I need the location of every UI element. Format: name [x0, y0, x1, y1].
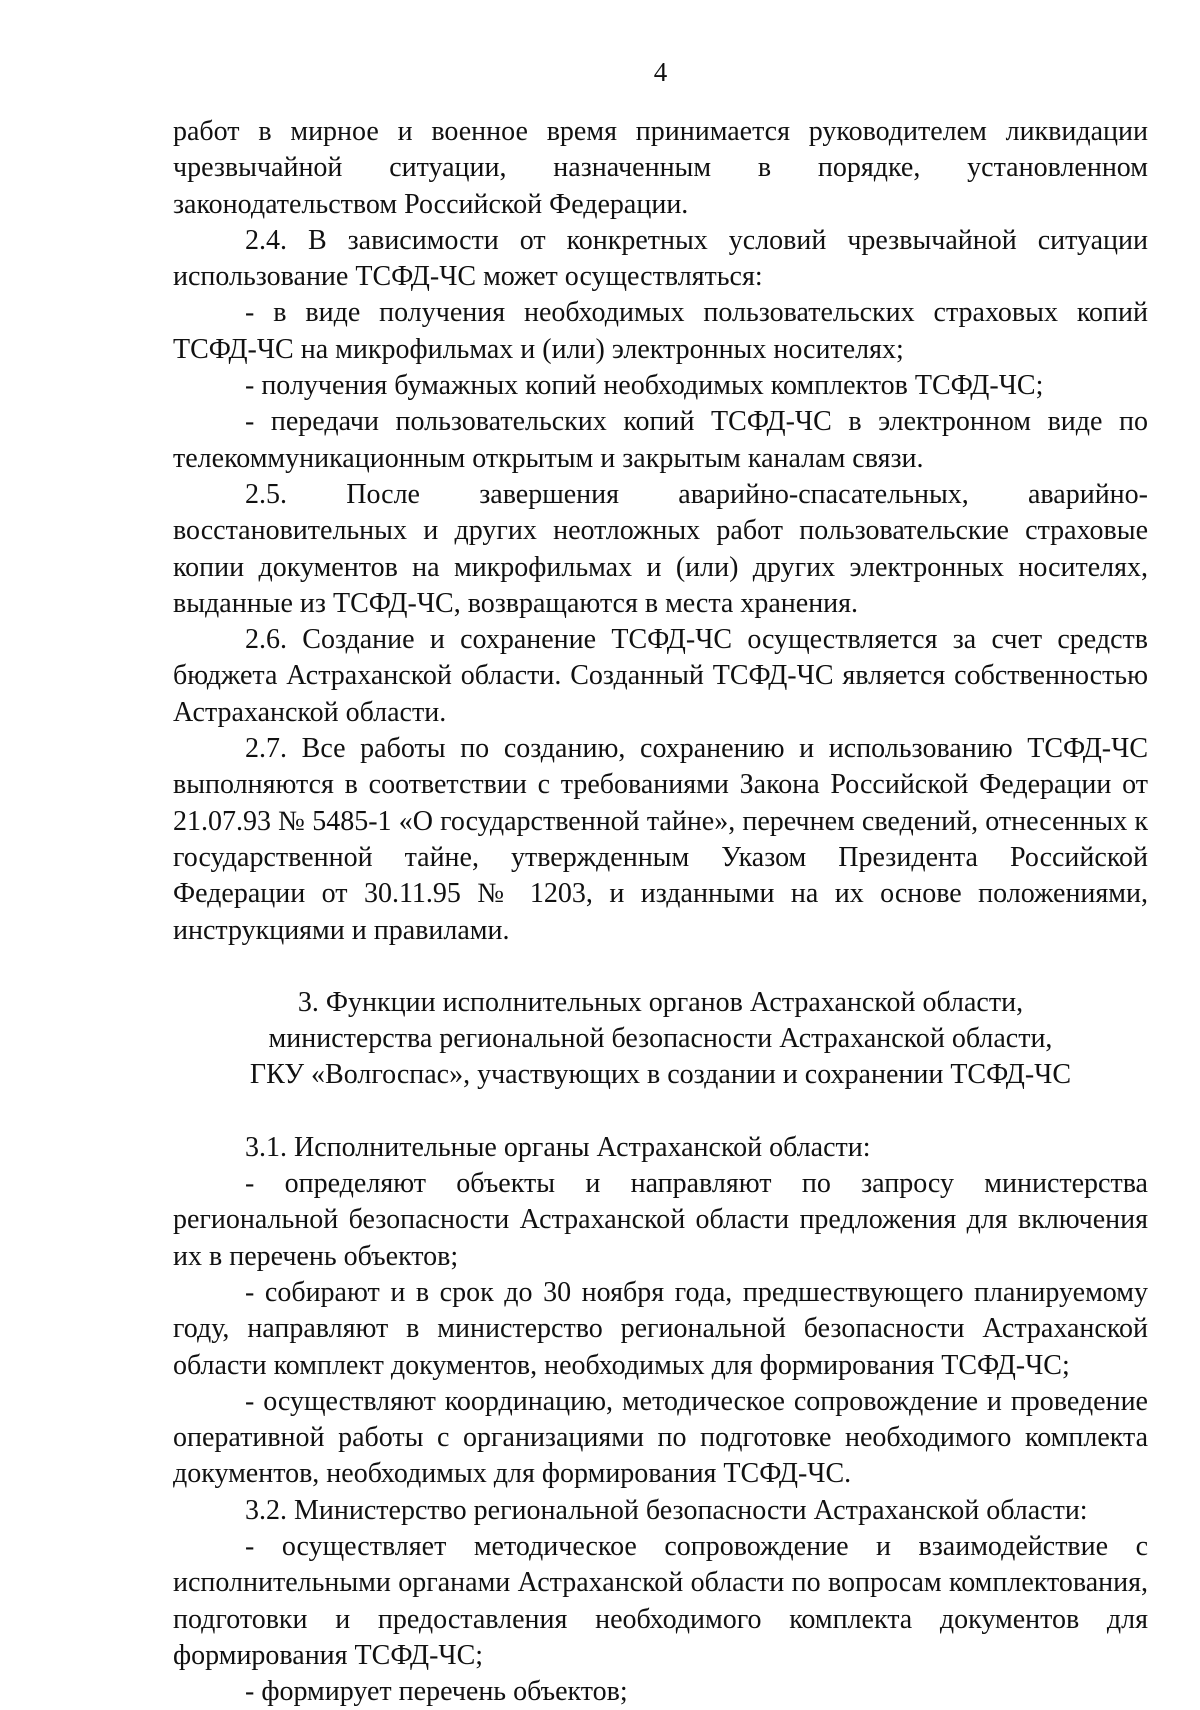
paragraph-2-7: 2.7. Все работы по созданию, сохранению и использованию ТСФД-ЧС выполняются в соответствии с требованиями Закона Российской Федерации от 21.07.93 № 5485-1 «О государственной тайне», перечнем сведений, отнесенных к государственной тайне, утвержденным Указом Президента Российской Федерации от 30.11.95 № 1203, и изданными на их основе положениями, инструкциями и правилами. — [173, 733, 1148, 946]
list-item-methodical-support: - осуществляет методическое сопровождение и взаимодействие с исполнительными органами Астраханской области по вопросам комплектования, подготовки и предоставления необходимого комплекта документов для формирования ТСФД-ЧС; — [173, 1530, 1148, 1671]
section-heading-line: министерства региональной безопасности Астраханской области, — [268, 1023, 1053, 1055]
list-item-coordination: - осуществляют координацию, методическое сопровождение и проведение оперативной работы с организациями по подготовке необходимого комплекта документов, необходимых для формирования ТСФД-ЧС. — [173, 1385, 1148, 1490]
paragraph-2-5: 2.5. После завершения аварийно-спасательных, аварийно-восстановительных и других неотложных работ пользовательские страховые копии документов на микрофильмах и (или) других электронных носителях, выданные из ТСФД-ЧС, возвращаются в места хранения. — [173, 478, 1148, 619]
paragraph-2-6: 2.6. Создание и сохранение ТСФД-ЧС осуществляется за счет средств бюджета Астраханской области. Созданный ТСФД-ЧС является собственностью Астраханской области. — [173, 624, 1148, 728]
list-item-microfilm-copies: - в виде получения необходимых пользовательских страховых копий ТСФД-ЧС на микрофильмах и (или) электронных носителях; — [173, 297, 1148, 365]
list-item-form-object-list: - формирует перечень объектов; — [245, 1676, 628, 1708]
paragraph-3-2: 3.2. Министерство региональной безопасности Астраханской области: — [245, 1494, 1088, 1526]
paragraph-continuation: работ в мирное и военное время принимается руководителем ликвидации чрезвычайной ситуации, назначенным в порядке, установленном законодательством Российской Федерации. — [173, 116, 1148, 220]
list-item-collect-documents: - собирают и в срок до 30 ноября года, предшествующего планируемому году, направляют в министерство региональной безопасности Астраханской области комплект документов, необходимых для формирования ТСФД-ЧС; — [173, 1276, 1148, 1381]
section-heading-line: ГКУ «Волгоспас», участвующих в создании и сохранении ТСФД-ЧС — [249, 1059, 1072, 1091]
page-number: 4 — [653, 57, 668, 87]
list-item-electronic-transfer: - передачи пользовательских копий ТСФД-ЧС в электронном виде по телекоммуникационным открытым и закрытым каналам связи. — [173, 406, 1148, 474]
document-page — [173, 56, 1148, 1710]
list-item-define-objects: - определяют объекты и направляют по запросу министерства региональной безопасности Астраханской области предложения для включения их в перечень объектов; — [173, 1168, 1148, 1272]
paragraph-2-4: 2.4. В зависимости от конкретных условий чрезвычайной ситуации использование ТСФД-ЧС может осуществляться: — [173, 224, 1148, 293]
section-3-heading — [173, 985, 1148, 1094]
paragraph-3-1: 3.1. Исполнительные органы Астраханской области: — [245, 1131, 871, 1163]
list-item-paper-copies: - получения бумажных копий необходимых комплектов ТСФД-ЧС; — [245, 370, 1044, 402]
section-heading-line: 3. Функции исполнительных органов Астраханской области, — [297, 986, 1024, 1018]
